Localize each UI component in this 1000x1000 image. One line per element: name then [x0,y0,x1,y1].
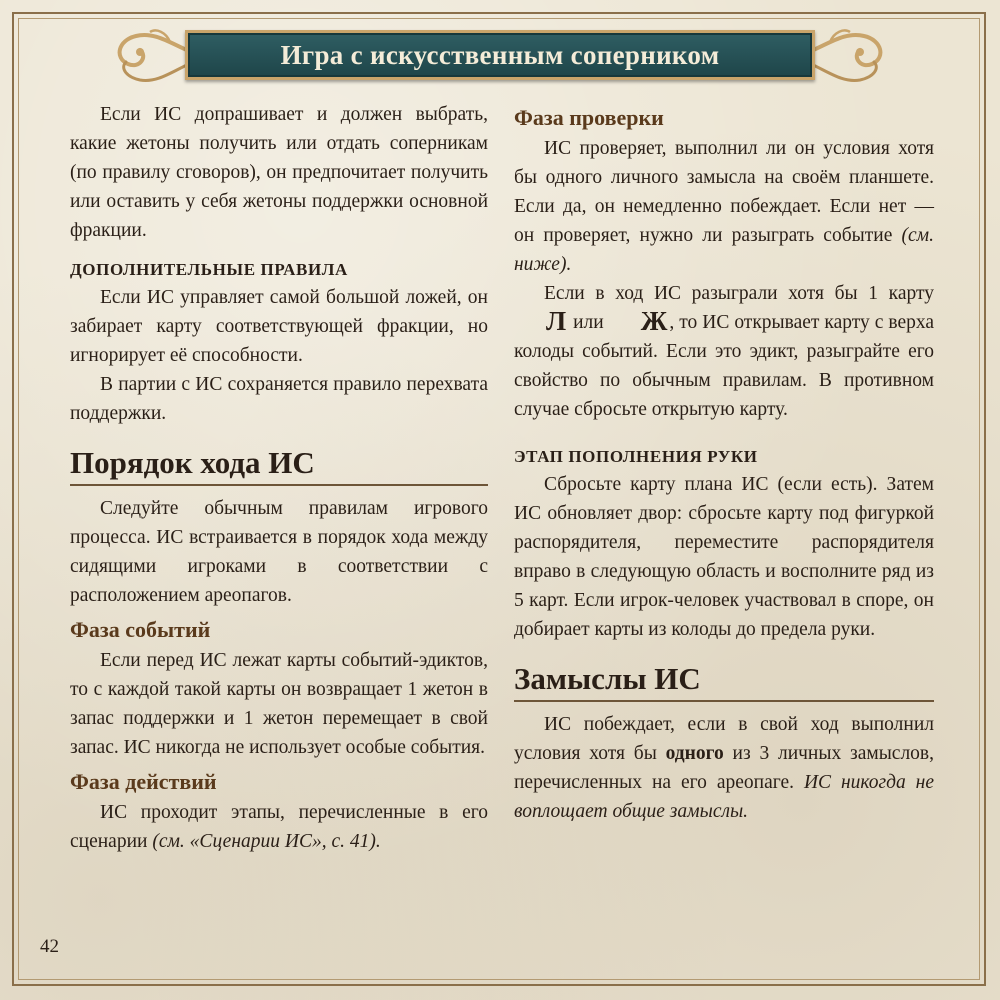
right-column [514,104,934,826]
see-below-reference: (см. ниже). [514,225,934,275]
page-title: Игра с искусственным соперником [280,39,720,70]
actions-phase-heading: Фаза действий [70,769,217,794]
check-text: ИС проверяет, выполнил ли он условия хотя бы одного личного замысла на своём планшете. Если да, он немедленно побеждает. Если нет — он проверяет, нужно ли разыграть событие [514,138,934,246]
check-text-a: Если в ход ИС разыграли хотя бы 1 карту [544,283,934,304]
schemes-bold-one: одного [665,743,724,764]
card-symbol-zh-icon: Ж [640,306,668,336]
turn-order-paragraph: Следуйте обычным правилам игрового процесса. ИС встраивается в порядок хода между сидящими игроками в соответствии с расположением ареопагов. [70,498,488,606]
actions-phase-paragraph [70,798,488,856]
banner-plate [185,30,815,80]
left-column [70,100,488,856]
events-phase-heading: Фаза событий [70,617,211,642]
events-phase-paragraph: Если перед ИС лежат карты событий-эдиктов, то с каждой такой карты он возвращает 1 жетон в запас поддержки и 1 жетон перемещает в свой запас. ИС никогда не использует особые события. [70,650,488,758]
schemes-text-b: из 3 личных замыслов, перечисленных на его ареопаге. [514,743,935,793]
additional-rules-paragraph-1: Если ИС управляет самой большой ложей, он забирает карту соответствующей фракции, но игнорирует её способности. [70,287,488,366]
additional-rules-heading: ДОПОЛНИТЕЛЬНЫЕ ПРАВИЛА [70,260,348,279]
title-banner [100,16,900,96]
scenario-reference: (см. «Сценарии ИС», с. 41). [152,831,381,852]
page-number: 42 [40,936,59,957]
schemes-italic-note: ИС никогда не воплощает общие замыслы. [514,772,934,822]
schemes-text-a: ИС побеждает, если в свой ход выполнил условия хотя бы [514,714,934,764]
schemes-heading: Замыслы ИС [514,660,934,702]
check-text-b: , то ИС открывает карту с верха колоды событий. Если это эдикт, разыграйте его свойство по обычным правилам. В противном случае сбросьте открытую карту. [514,312,935,420]
actions-text: ИС проходит этапы, перечисленные в его сценарии [70,802,488,852]
hand-refill-heading: ЭТАП ПОПОЛНЕНИЯ РУКИ [514,447,758,466]
card-symbol-l-icon: Л [546,306,567,336]
or-word: или [573,312,604,333]
check-phase-heading: Фаза проверки [514,105,664,130]
check-phase-paragraph-1 [514,134,934,279]
turn-order-heading: Порядок хода ИС [70,444,488,486]
intro-paragraph: Если ИС допрашивает и должен выбрать, какие жетоны получить или отдать соперникам (по правилу сговоров), он предпочитает получить или оставить у себя жетоны поддержки основной фракции. [70,104,488,241]
hand-refill-paragraph: Сбросьте карту плана ИС (если есть). Затем ИС обновляет двор: сбросьте карту под фигуркой распорядителя, переместите распорядителя вправо в следующую область и восполните ряд из 5 карт. Если игрок-человек участвовал в споре, он добирает карты из колоды до предела руки. [514,474,934,640]
additional-rules-paragraph-2: В партии с ИС сохраняется правило перехвата поддержки. [70,374,488,424]
check-phase-paragraph-2 [514,279,934,424]
schemes-paragraph [514,710,934,826]
